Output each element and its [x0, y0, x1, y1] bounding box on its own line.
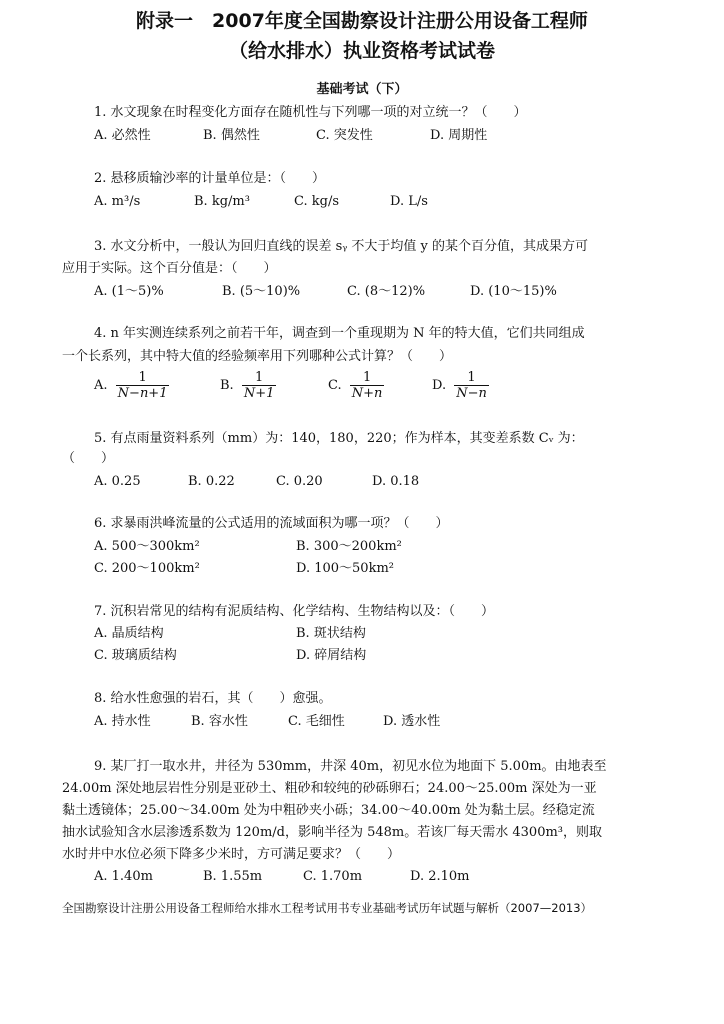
q4-option-d-label: D.	[432, 378, 447, 393]
q5-option-a: A. 0.25	[94, 474, 141, 489]
exam-title-line1: 附录一 2007年度全国勘察设计注册公用设备工程师	[136, 10, 588, 32]
q9-option-b: B. 1.55m	[203, 869, 263, 884]
exam-title-line2: （给水排水）执业资格考试试卷	[228, 40, 495, 62]
q6-option-a: A. 500～300km²	[94, 539, 200, 554]
page-footer: 全国勘察设计注册公用设备工程师给水排水工程考试用书专业基础考试历年试题与解析（2007—2013）	[62, 901, 593, 915]
q8-option-c: C. 毛细性	[288, 714, 345, 729]
q6-option-c: C. 200～100km²	[94, 561, 200, 576]
q1-option-d: D. 周期性	[430, 128, 488, 143]
q4-option-b-denominator: N+1	[243, 386, 275, 401]
q4-text-line1: 4. n 年实测连续系列之前若干年，调查到一个重现期为 N 年的特大值，它们共同组成	[94, 326, 585, 341]
q4-option-d	[432, 370, 489, 401]
q6-option-d: D. 100～50km²	[296, 561, 394, 576]
q9-option-c: C. 1.70m	[303, 869, 363, 884]
q2-option-a: A. m³/s	[94, 194, 141, 209]
q3-option-d: D. (10～15)%	[470, 284, 557, 299]
q2-option-b: B. kg/m³	[194, 194, 250, 209]
q4-option-b-numerator: 1	[242, 370, 277, 386]
q4-option-a-label: A.	[94, 378, 108, 393]
q4-option-b-label: B.	[220, 378, 234, 393]
q4-option-c-numerator: 1	[350, 370, 385, 386]
q4-option-a	[94, 370, 169, 401]
q4-option-c-denominator: N+n	[351, 386, 383, 401]
q3-option-c: C. (8～12)%	[347, 284, 426, 299]
q9-text-line3: 黏土透镜体；25.00～34.00m 处为中粗砂夹小砾；34.00～40.00m 处为黏土层。经稳定流	[62, 803, 595, 818]
q4-option-d-fraction	[454, 370, 489, 401]
q5-text-line1: 5. 有点雨量资料系列（mm）为：140，180，220；作为样本，其变差系数 Cᵥ 为：	[94, 431, 584, 446]
q9-text-line5: 水时井中水位必须下降多少米时，方可满足要求？（ ）	[62, 847, 401, 862]
q4-option-d-denominator: N−n	[456, 386, 487, 401]
q4-option-d-numerator: 1	[454, 370, 489, 386]
q9-text-line2: 24.00m 深处地层岩性分别是亚砂土、粗砂和较纯的砂砾卵石；24.00～25.00m 深处为一亚	[62, 781, 597, 796]
q1-option-a: A. 必然性	[94, 128, 151, 143]
q8-option-d: D. 透水性	[383, 714, 441, 729]
q2-text: 2. 悬移质输沙率的计量单位是：（ ）	[94, 171, 326, 186]
q4-option-c	[328, 370, 384, 401]
q5-option-d: D. 0.18	[372, 474, 420, 489]
q4-option-b-fraction	[242, 370, 277, 401]
q2-option-c: C. kg/s	[294, 194, 339, 209]
q1-text: 1. 水文现象在时程变化方面存在随机性与下列哪一项的对立统一？（ ）	[94, 105, 527, 120]
q4-option-c-label: C.	[328, 378, 342, 393]
q3-option-a: A. (1～5)%	[94, 284, 164, 299]
q8-text: 8. 给水性愈强的岩石，其（ ）愈强。	[94, 691, 332, 706]
q3-text-line1: 3. 水文分析中，一般认为回归直线的误差 sᵧ 不大于均值 y 的某个百分值，其成果方可	[94, 239, 588, 254]
q4-option-b	[220, 370, 276, 401]
q7-option-c: C. 玻璃质结构	[94, 648, 177, 663]
q4-option-a-denominator: N−n+1	[117, 386, 168, 401]
q9-option-a: A. 1.40m	[94, 869, 153, 884]
q3-text-line2: 应用于实际。这个百分值是：（ ）	[62, 261, 277, 276]
q9-option-d: D. 2.10m	[410, 869, 470, 884]
q7-option-d: D. 碎屑结构	[296, 648, 367, 663]
q6-option-b: B. 300～200km²	[296, 539, 402, 554]
q9-text-line4: 抽水试验知含水层渗透系数为 120m/d，影响半径为 548m。若该厂每天需水 4300m³，则取	[62, 825, 603, 840]
q2-option-d: D. L/s	[390, 194, 428, 209]
q4-option-c-fraction	[350, 370, 385, 401]
q9-text-line1: 9. 某厂打一取水井，井径为 530mm，井深 40m，初见水位为地面下 5.00m。由地表至	[94, 759, 607, 774]
q1-option-b: B. 偶然性	[203, 128, 260, 143]
q4-option-a-numerator: 1	[116, 370, 170, 386]
q5-option-b: B. 0.22	[188, 474, 235, 489]
q5-text-line2: （ ）	[62, 451, 115, 466]
q4-option-a-fraction	[116, 370, 170, 401]
q7-option-b: B. 斑状结构	[296, 626, 366, 641]
q4-text-line2: 一个长系列，其中特大值的经验频率用下列哪种公式计算？（ ）	[62, 349, 453, 364]
q7-option-a: A. 晶质结构	[94, 626, 164, 641]
exam-subtitle: 基础考试（下）	[316, 82, 408, 97]
q7-text: 7. 沉积岩常见的结构有泥质结构、化学结构、生物结构以及：（ ）	[94, 604, 495, 619]
q5-option-c: C. 0.20	[276, 474, 323, 489]
q1-option-c: C. 突发性	[316, 128, 373, 143]
q6-text: 6. 求暴雨洪峰流量的公式适用的流域面积为哪一项？（ ）	[94, 516, 449, 531]
q8-option-a: A. 持水性	[94, 714, 151, 729]
q8-option-b: B. 容水性	[191, 714, 248, 729]
q3-option-b: B. (5～10)%	[222, 284, 301, 299]
